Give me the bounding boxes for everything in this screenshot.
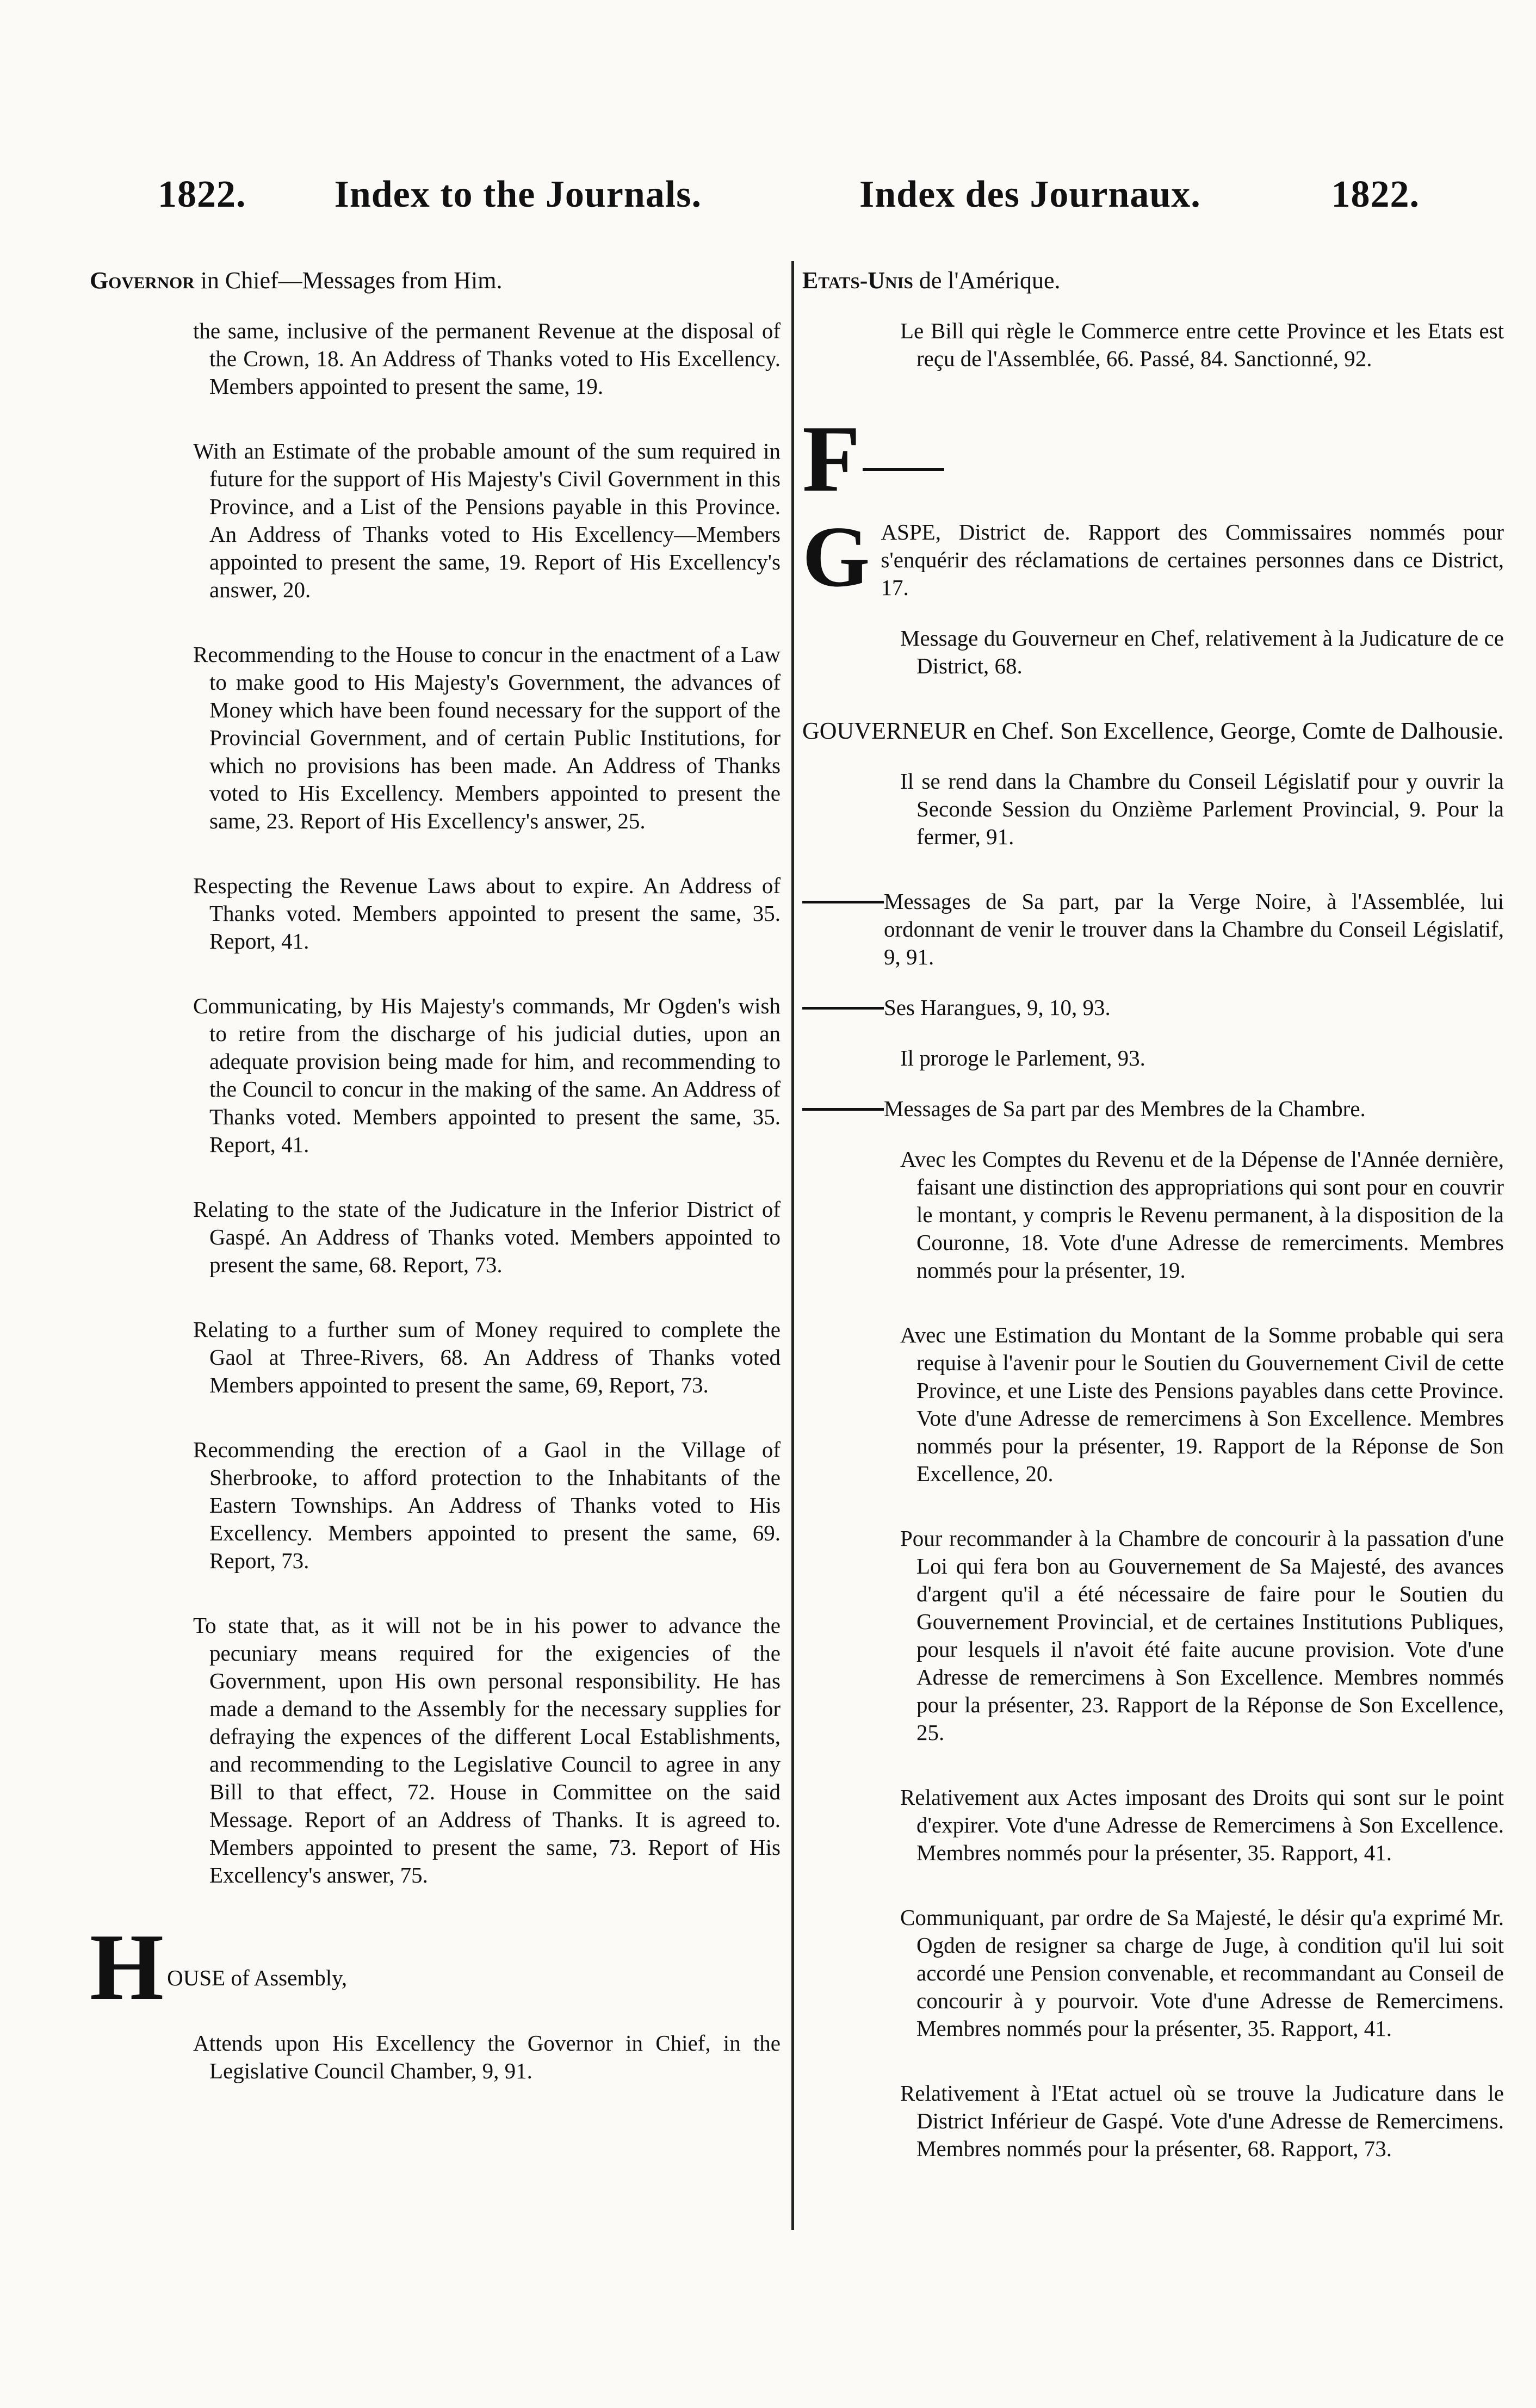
gouverneur-heading-text: GOUVERNEUR en Chef. Son Excellence, George, Comte de Dalhousie. [802,717,1504,744]
index-entry: the same, inclusive of the permanent Revenue at the disposal of the Crown, 18. An Address of Thanks voted to His Excellency. Members appointed to present the same, 19. [193,318,781,399]
gaspe-text: ASPE, District de. Rapport des Commissaires nommés pour s'enquérir des réclamations de certaines personnes dans ce District, 17. [881,519,1504,600]
index-entry: Pour recommander à la Chambre de concourir à la passation d'une Loi qui fera bon au Gouvernement de Sa Majesté, des avances d'argent qu'il a été nécessaire de faire pour le Soutien du Gouvernement Provincial, et de certaines Institutions Publiques, pour lesquels il n'avoit été faite aucune provision. Vote d'une Adresse de remercimens à Son Excellence. Membres nommés pour la présenter, 23. Rapport de la Réponse de Son Excellence, 25. [900,1526,1504,1745]
drop-cap-g: G [802,508,870,605]
heading-rest: in Chief—Messages from Him. [200,267,503,294]
dash-rule [802,901,884,903]
year-left: 1822. [158,174,246,215]
dash-entry-harangues [802,994,1504,1022]
house-heading: OUSE of Assembly, [167,1965,348,1990]
dash-rule [802,1007,884,1010]
letter-f-section [802,406,1504,511]
right-heading [802,267,1504,294]
gouverneur-entry: Il se rend dans la Chambre du Conseil Législatif pour y ouvrir la Seconde Session du Onzième Parlement Provincial, 9. Pour la fermer, 91. [900,769,1504,849]
index-entry: Relating to a further sum of Money required to complete the Gaol at Three-Rivers, 68. An Address of Thanks voted Members appointed to present the same, 69, Report, 73. [193,1317,781,1397]
index-entry: Respecting the Revenue Laws about to expire. An Address of Thanks voted. Members appointed to present the same, 35. Report, 41. [193,873,781,954]
etats-entry: Le Bill qui règle le Commerce entre cette Province et les Etats est reçu de l'Assemblée, 66. Passé, 84. Sanctionné, 92. [900,318,1504,371]
dash-entry-messages [802,888,1504,971]
gaspe-section [802,508,1504,605]
index-entry: Relativement à l'Etat actuel où se trouve la Judicature dans le District Inférieur de Gaspé. Vote d'une Adresse de Remercimens. Membres nommés pour la présenter, 68. Rapport, 73. [900,2081,1504,2161]
dash-entry-membres [802,1095,1504,1123]
index-entry: With an Estimate of the probable amount of the sum required in future for the support of His Majesty's Civil Government in this Province, and a List of the Pensions payable in this Province. An Address of Thanks voted to His Excellency—Members appointed to present the same, 19. Report of His Excellency's answer, 20. [193,438,781,602]
index-entry: Avec les Comptes du Revenu et de la Dépense de l'Année dernière, faisant une distinction des appropriations qui sont pour en couvrir le montant, y compris le Revenu permanent, à la disposition de la Couronne, 18. Vote d'une Adresse de remerciments. Membres nommés pour la présenter, 19. [900,1147,1504,1283]
letter-f-rule [863,468,944,471]
dash-text: Messages de Sa part par des Membres de la Chambre. [884,1096,1366,1121]
dash-text: Ses Harangues, 9, 10, 93. [884,995,1111,1020]
heading-main: Etats-Unis [802,267,913,294]
left-heading [90,267,786,294]
index-entry: Relativement aux Actes imposant des Droits qui sont sur le point d'expirer. Vote d'une Adresse de Remercimens à Son Excellence. Membres nommés pour la présenter, 35. Rapport, 41. [900,1785,1504,1865]
gouverneur-heading [802,717,1504,745]
index-entry: Avec une Estimation du Montant de la Somme probable qui sera requise à l'avenir pour le Soutien du Gouvernement Civil de cette Province, et une Liste des Pensions payables dans cette Province. Vote d'une Adresse de remercimens à Son Excellence. Membres nommés pour la présenter, 19. Rapport de la Réponse de Son Excellence, 20. [900,1322,1504,1486]
title-left: Index to the Journals. [334,174,702,215]
index-entry: To state that, as it will not be in his power to advance the pecuniary means required for the exigencies of the Government, upon His own personal responsibility. He has made a demand to the Assembly for the necessary supplies for defraying the expences of the different Local Establishments, and recommending to the Legislative Council to agree in any Bill to that effect, 72. House in Committee on the said Message. Report of an Address of Thanks. It is agreed to. Members appointed to present the same, 73. Report of His Excellency's answer, 75. [193,1613,781,1887]
heading-rest: de l'Amérique. [919,267,1061,294]
dash-rule [802,1108,884,1111]
heading-main: Governor [90,267,195,294]
proroge-entry: Il proroge le Parlement, 93. [900,1045,1145,1070]
dash-text: Messages de Sa part, par la Verge Noire, à l'Assemblée, lui ordonnant de venir le trouver dans la Chambre du Conseil Législatif, 9, 91. [884,889,1504,969]
column-divider [791,261,794,2230]
index-entry: Recommending to the House to concur in the enactment of a Law to make good to His Majesty's Government, the advances of Money which have been found necessary for the support of the Provincial Government, and of certain Public Institutions, for which no provisions has been made. An Address of Thanks voted to His Excellency. Members appointed to present the same, 23. Report of His Excellency's answer, 25. [193,642,781,833]
drop-cap-h: H [90,1914,164,2020]
house-section [90,1914,786,2020]
house-entry: Attends upon His Excellency the Governor in Chief, in the Legislative Council Chamber, 9, 91. [193,2031,781,2083]
index-entry: Relating to the state of the Judicature in the Inferior District of Gaspé. An Address of Thanks voted. Members appointed to present the same, 68. Report, 73. [193,1197,781,1277]
left-column [90,267,786,2122]
letter-f: F [802,406,860,511]
page-header [158,173,1420,222]
year-right: 1822. [1331,174,1420,215]
header-right [800,173,1420,216]
gaspe-message: Message du Gouverneur en Chef, relativement à la Judicature de ce District, 68. [900,626,1504,678]
header-left [158,173,800,216]
title-right: Index des Journaux. [859,174,1201,215]
index-entry: Communiquant, par ordre de Sa Majesté, le désir qu'a exprimé Mr. Ogden de resigner sa charge de Juge, à condition qu'il lui soit accordé une Pension convenable, et recommandant au Conseil de concourir à y pourvoir. Vote d'une Adresse de Remercimens. Membres nommés pour la présenter, 35. Rapport, 41. [900,1905,1504,2041]
index-entry: Communicating, by His Majesty's commands, Mr Ogden's wish to retire from the discharge of his judicial duties, upon an adequate provision being made for him, and recommending to the Council to concur in the making of the same. An Address of Thanks voted. Members appointed to present the same, 35. Report, 41. [193,993,781,1157]
right-column [802,267,1504,2200]
index-entry: Recommending the erection of a Gaol in the Village of Sherbrooke, to afford protection to the Inhabitants of the Eastern Townships. An Address of Thanks voted to His Excellency. Members appointed to present the same, 69. Report, 73. [193,1437,781,1573]
